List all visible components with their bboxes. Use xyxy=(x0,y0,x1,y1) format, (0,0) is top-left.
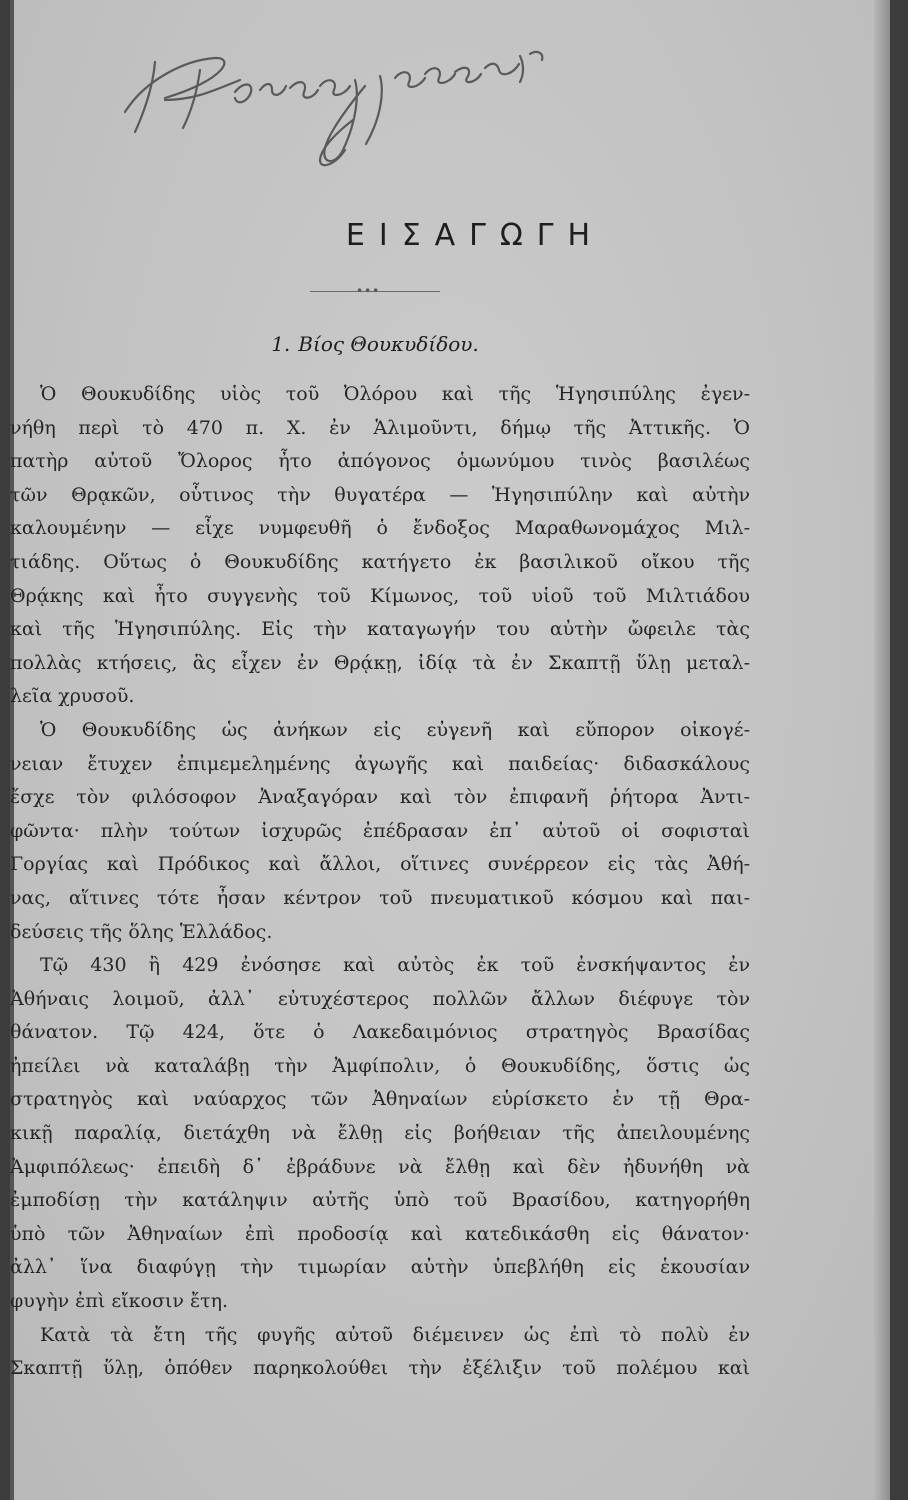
text-line: ἠπείλει νὰ καταλάβῃ τὴν Ἀμφίπολιν, ὁ Θουκυδίδης, ὅστις ὡς xyxy=(10,1054,750,1077)
book-page xyxy=(10,0,890,1500)
page-title: ΕΙΣΑΓΩΓΗ xyxy=(345,218,605,253)
text-line: δεύσεις τῆς ὅλης Ἑλλάδος. xyxy=(10,920,273,943)
text-line: φυγὴν ἐπὶ εἴκοσιν ἔτη. xyxy=(10,1290,229,1313)
signature-text: Πρωτοπαπαδάκης xyxy=(345,184,364,186)
text-line: ὑπὸ τῶν Ἀθηναίων ἐπὶ προδοσίᾳ καὶ κατεδικάσθη εἰς θάνατον· xyxy=(10,1222,750,1245)
text-line: Ὁ Θουκυδίδης υἱὸς τοῦ Ὀλόρου καὶ τῆς Ἡγησιπύλης ἐγεν- xyxy=(40,383,750,405)
text-line: Ἀμφιπόλεως· ἐπειδὴ δ᾽ ἐβράδυνε νὰ ἔλθῃ καὶ δὲν ἠδυνήθη νὰ xyxy=(10,1155,750,1178)
text-line: πατὴρ αὐτοῦ Ὄλορος ἦτο ἀπόγονος ὁμωνύμου τινὸς βασιλέως xyxy=(10,450,750,473)
text-line: κικῇ παραλίᾳ, διετάχθη νὰ ἔλθῃ εἰς βοήθειαν τῆς ἀπειλουμένης xyxy=(10,1122,750,1145)
text-line: Ἀθήναις λοιμοῦ, ἀλλ᾽ εὐτυχέστερος πολλῶν ἄλλων διέφυγε τὸν xyxy=(10,987,750,1010)
text-line: θάνατον. Τῷ 424, ὅτε ὁ Λακεδαιμόνιος στρατηγὸς Βρασίδας xyxy=(10,1021,750,1044)
text-line: φῶντα· πλὴν τούτων ἰσχυρῶς ἐπέδρασαν ἐπ᾽ αὐτοῦ οἱ σοφισταὶ xyxy=(10,819,750,842)
text-line: καὶ τῆς Ἡγησιπύλης. Εἰς τὴν καταγωγήν του αὐτὴν ὤφειλε τὰς xyxy=(10,618,750,641)
text-line: Ὁ Θουκυδίδης ὡς ἀνήκων εἰς εὐγενῆ καὶ εὔπορον οἰκογέ- xyxy=(40,718,750,741)
text-line: τῶν Θρᾳκῶν, οὗτινος τὴν θυγατέρα — Ἡγησιπύλην καὶ αὐτὴν xyxy=(10,483,750,506)
text-line: νας, αἵτινες τότε ἦσαν κέντρον τοῦ πνευματικοῦ κόσμου καὶ παι- xyxy=(10,886,750,909)
text-line: ἐμποδίσῃ τὴν κατάληψιν αὐτῆς ὑπὸ τοῦ Βρασίδου, κατηγορήθη xyxy=(10,1189,750,1212)
body-text xyxy=(10,378,750,1386)
text-line: Τῷ 430 ἢ 429 ἐνόσησε καὶ αὐτὸς ἐκ τοῦ ἐνσκήψαντος ἐν xyxy=(40,954,750,977)
text-line: τιάδης. Οὕτως ὁ Θουκυδίδης κατήγετο ἐκ βασιλικοῦ οἴκου τῆς xyxy=(10,550,750,573)
text-line: λεῖα χρυσοῦ. xyxy=(10,685,135,708)
text-line: καλουμένην — εἶχε νυμφευθῆ ὁ ἔνδοξος Μαραθωνομάχος Μιλ- xyxy=(10,517,750,540)
chapter-number: 1. xyxy=(271,332,291,356)
text-line: πολλὰς κτήσεις, ἃς εἶχεν ἐν Θρᾴκῃ, ἰδίᾳ τὰ ἐν Σκαπτῇ ὕλῃ μεταλ- xyxy=(10,651,750,674)
text-line: Κατὰ τὰ ἔτη τῆς φυγῆς αὐτοῦ διέμεινεν ὡς ἐπὶ τὸ πολὺ ἐν xyxy=(40,1323,750,1346)
text-line: νειαν ἔτυχεν ἐπιμεμελημένης ἀγωγῆς καὶ παιδείας· διδασκάλους xyxy=(10,752,750,775)
text-line: Θρᾴκης καὶ ἦτο συγγενὴς τοῦ Κίμωνος, τοῦ υἱοῦ τοῦ Μιλτιάδου xyxy=(10,584,750,607)
text-line: στρατηγὸς καὶ ναύαρχος τῶν Ἀθηναίων εὑρίσκετο ἐν τῇ Θρα- xyxy=(10,1088,750,1111)
chapter-heading xyxy=(10,332,740,356)
handwritten-signature xyxy=(105,20,585,190)
divider-ornament: ••• xyxy=(356,284,381,298)
text-line: νήθη περὶ τὸ 470 π. Χ. ἐν Ἁλιμοῦντι, δήμῳ τῆς Ἀττικῆς. Ὁ xyxy=(10,416,750,439)
text-line: ἀλλ᾽ ἵνα διαφύγῃ τὴν τιμωρίαν αὐτὴν ὑπεβλήθη εἰς ἑκουσίαν xyxy=(10,1256,750,1279)
text-line: Γοργίας καὶ Πρόδικος καὶ ἄλλοι, οἵτινες συνέρρεον εἰς τὰς Ἀθή- xyxy=(10,853,750,876)
chapter-title: Βίος Θουκυδίδου. xyxy=(298,332,479,356)
text-line: Σκαπτῇ ὕλῃ, ὁπόθεν παρηκολούθει τὴν ἐξέλιξιν τοῦ πολέμου καὶ xyxy=(10,1357,750,1380)
text-line: ἔσχε τὸν φιλόσοφον Ἀναξαγόραν καὶ τὸν ἐπιφανῆ ῥήτορα Ἀντι- xyxy=(10,786,750,809)
